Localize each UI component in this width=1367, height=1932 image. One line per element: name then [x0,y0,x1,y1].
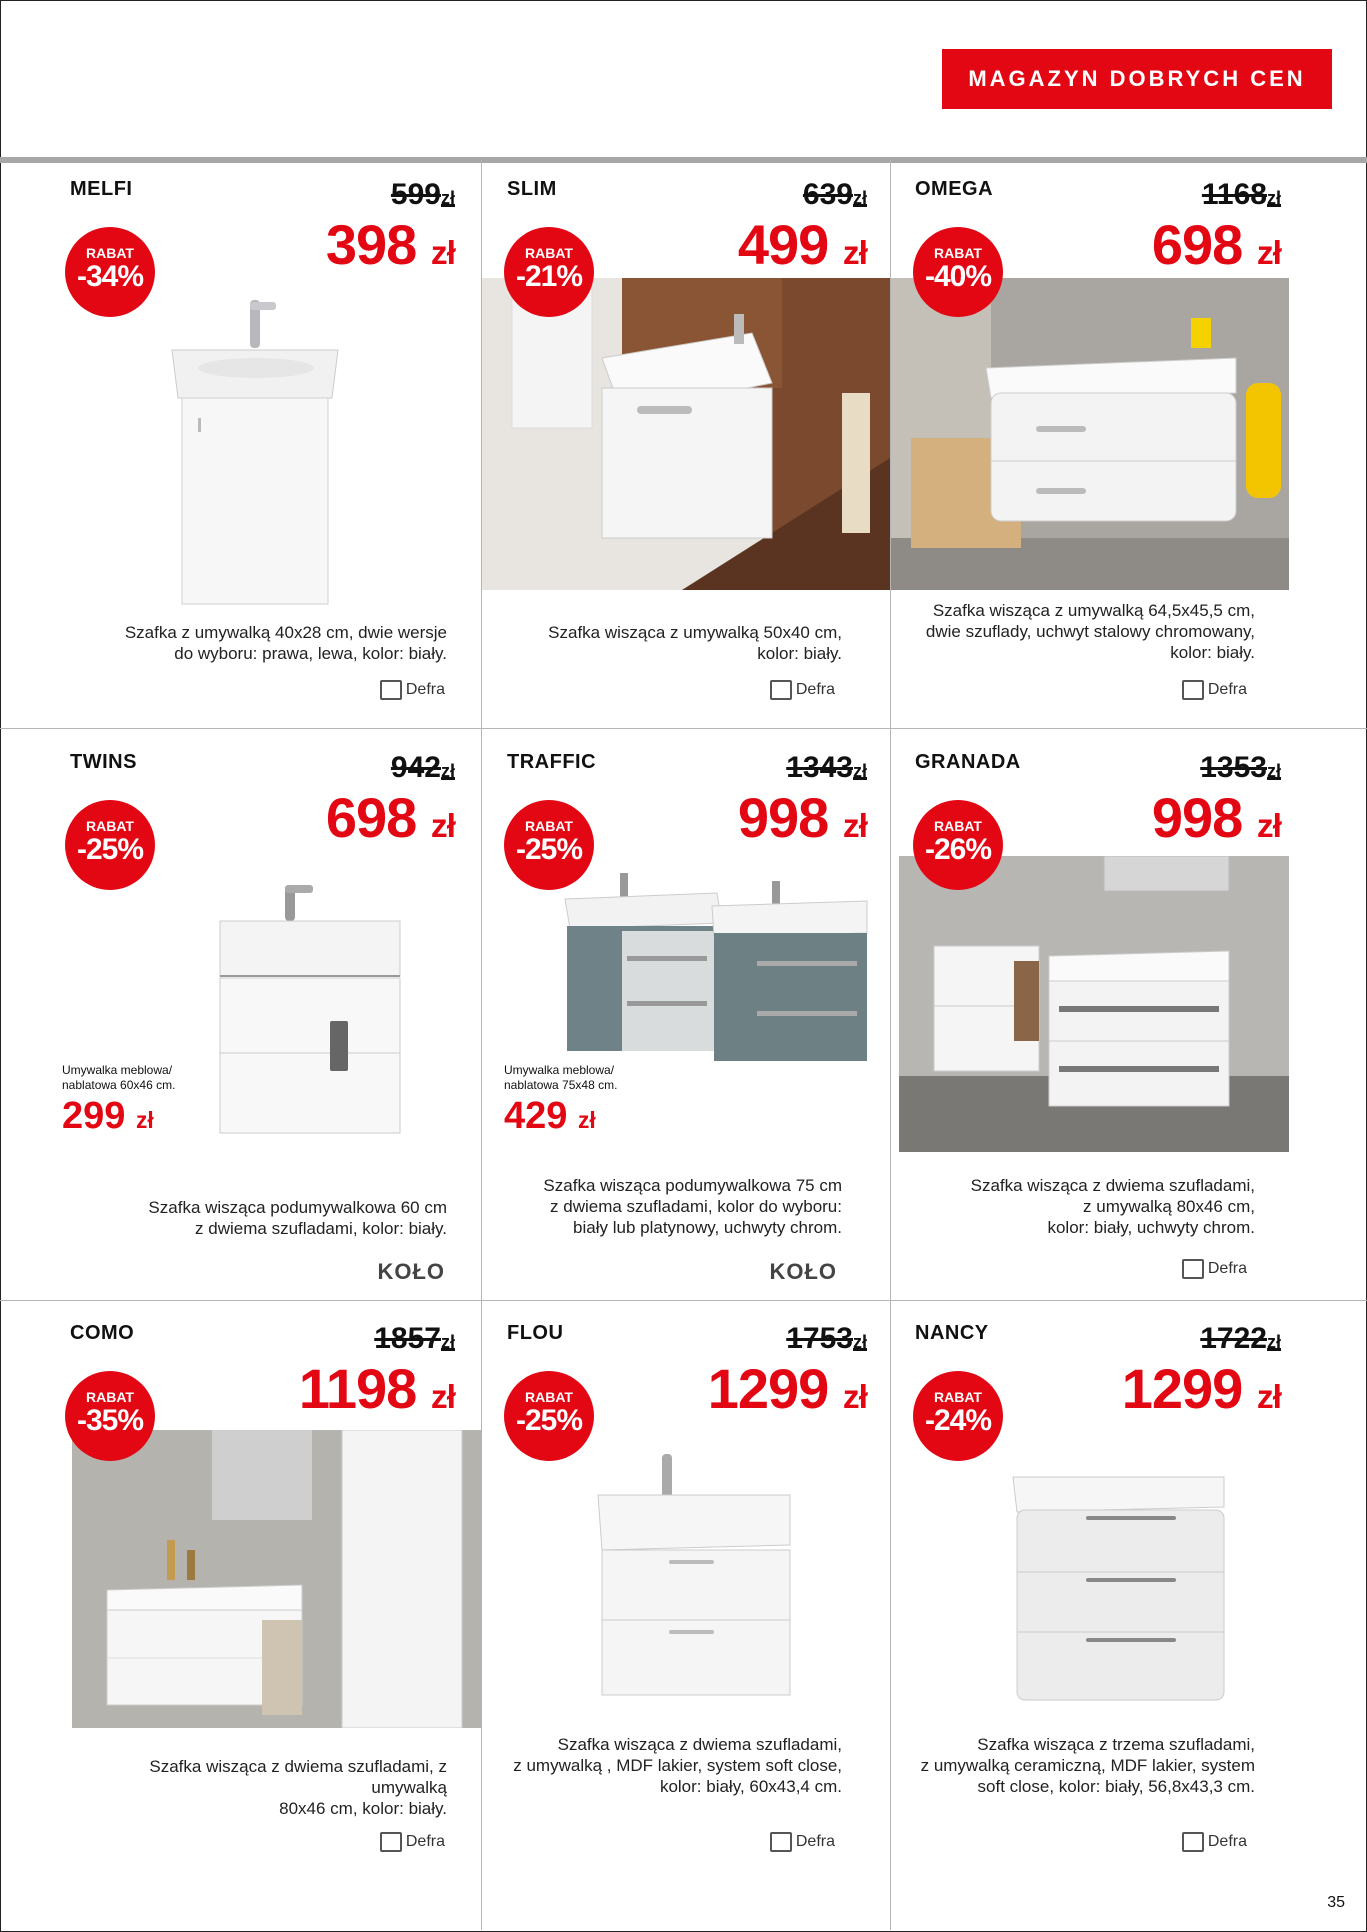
header-banner: MAGAZYN DOBRYCH CEN [942,49,1332,109]
top-divider [0,157,1367,163]
old-price: 1857zł [374,1322,455,1355]
product-card-flou[interactable] [482,1322,867,1862]
discount-badge: RABAT -26% [913,800,1003,890]
brand-logo-defra: Defra [1182,680,1247,700]
product-image [899,856,1289,1152]
old-price: 1343zł [786,751,867,784]
brand-logo-kolo: KOŁO [769,1259,837,1284]
product-image [72,1430,482,1728]
product-card-traffic[interactable] [482,751,867,1286]
product-name: OMEGA [915,178,994,200]
new-price: 499 zł [737,213,867,276]
product-image [562,871,872,1063]
product-image [215,881,405,1136]
basin-note: Umywalka meblowa/ nablatowa 60x46 cm. [62,1063,176,1092]
product-name: COMO [70,1322,135,1344]
discount-badge: RABAT -24% [913,1371,1003,1461]
product-card-twins[interactable] [62,751,455,1286]
brand-logo-defra: Defra [1182,1832,1247,1852]
defra-mark-icon [380,680,402,700]
product-card-slim[interactable] [482,178,867,708]
old-price: 1722zł [1200,1322,1281,1355]
defra-mark-icon [1182,1259,1204,1279]
product-description: Szafka wisząca z dwiema szufladami, z umywalką , MDF lakier, system soft close, kolor: biały, 60x43,4 cm. [513,1735,842,1796]
product-name: MELFI [70,178,133,200]
new-price: 1198 zł [298,1357,455,1420]
product-name: NANCY [915,1322,989,1344]
basin-price: 429 zł [504,1095,596,1137]
product-card-granada[interactable] [891,751,1281,1286]
defra-mark-icon [1182,1832,1204,1852]
discount-badge: RABAT -35% [65,1371,155,1461]
discount-badge: RABAT -21% [504,227,594,317]
discount-badge: RABAT -25% [504,800,594,890]
basin-price: 299 zł [62,1095,154,1137]
defra-mark-icon [770,1832,792,1852]
product-image [594,1450,794,1700]
product-image [482,278,890,590]
product-name: FLOU [507,1322,564,1344]
product-description: Szafka wisząca podumywalkowa 60 cm z dwiema szufladami, kolor: biały. [148,1198,447,1238]
product-card-melfi[interactable] [70,178,455,708]
brand-logo-kolo: KOŁO [377,1259,445,1284]
new-price: 698 zł [325,786,455,849]
basin-note: Umywalka meblowa/ nablatowa 75x48 cm. [504,1063,618,1092]
discount-badge: RABAT -34% [65,227,155,317]
new-price: 1299 zł [1121,1357,1281,1420]
old-price: 599zł [390,178,455,211]
discount-badge: RABAT -40% [913,227,1003,317]
old-price: 1168zł [1201,178,1281,211]
discount-badge: RABAT -25% [504,1371,594,1461]
product-image [1011,1472,1226,1704]
product-description: Szafka wisząca z dwiema szufladami, z umywalką 80x46 cm, kolor: biały. [149,1757,447,1818]
grid-divider [0,1300,1367,1301]
product-name: GRANADA [915,751,1021,773]
discount-badge: RABAT -25% [65,800,155,890]
product-description: Szafka wisząca z umywalką 50x40 cm, kolor: biały. [548,623,842,663]
new-price: 1299 zł [707,1357,867,1420]
defra-mark-icon [1182,680,1204,700]
defra-mark-icon [770,680,792,700]
old-price: 1353zł [1200,751,1281,784]
defra-mark-icon [380,1832,402,1852]
product-description: Szafka z umywalką 40x28 cm, dwie wersje do wyboru: prawa, lewa, kolor: biały. [124,623,447,663]
product-name: TRAFFIC [507,751,597,773]
brand-logo-defra: Defra [770,1832,835,1852]
product-card-como[interactable] [70,1322,455,1862]
old-price: 1753zł [786,1322,867,1355]
new-price: 998 zł [737,786,867,849]
brand-logo-defra: Defra [380,680,445,700]
old-price: 639zł [802,178,867,211]
product-name: TWINS [70,751,137,773]
product-image [891,278,1289,590]
product-description: Szafka wisząca z dwiema szufladami, z umywalką 80x46 cm, kolor: biały, uchwyty chrom. [970,1176,1255,1237]
product-description: Szafka wisząca z trzema szufladami, z umywalką ceramiczną, MDF lakier, system soft close, kolor: biały, 56,8x43,3 cm. [920,1735,1255,1796]
brand-logo-defra: Defra [1182,1259,1247,1279]
product-description: Szafka wisząca z umywalką 64,5x45,5 cm, dwie szuflady, uchwyt stalowy chromowany, kolor: biały. [925,601,1255,662]
brand-logo-defra: Defra [770,680,835,700]
product-name: SLIM [507,178,557,200]
product-card-nancy[interactable] [891,1322,1281,1862]
new-price: 398 zł [325,213,455,276]
old-price: 942zł [390,751,455,784]
brand-logo-defra: Defra [380,1832,445,1852]
grid-divider [0,728,1367,729]
page-number: 35 [1327,1894,1345,1911]
product-description: Szafka wisząca podumywalkowa 75 cm z dwiema szufladami, kolor do wyboru: biały lub platynowy, uchwyty chrom. [543,1176,842,1237]
new-price: 998 zł [1151,786,1281,849]
product-image [170,288,350,608]
new-price: 698 zł [1151,213,1281,276]
product-card-omega[interactable] [891,178,1281,708]
